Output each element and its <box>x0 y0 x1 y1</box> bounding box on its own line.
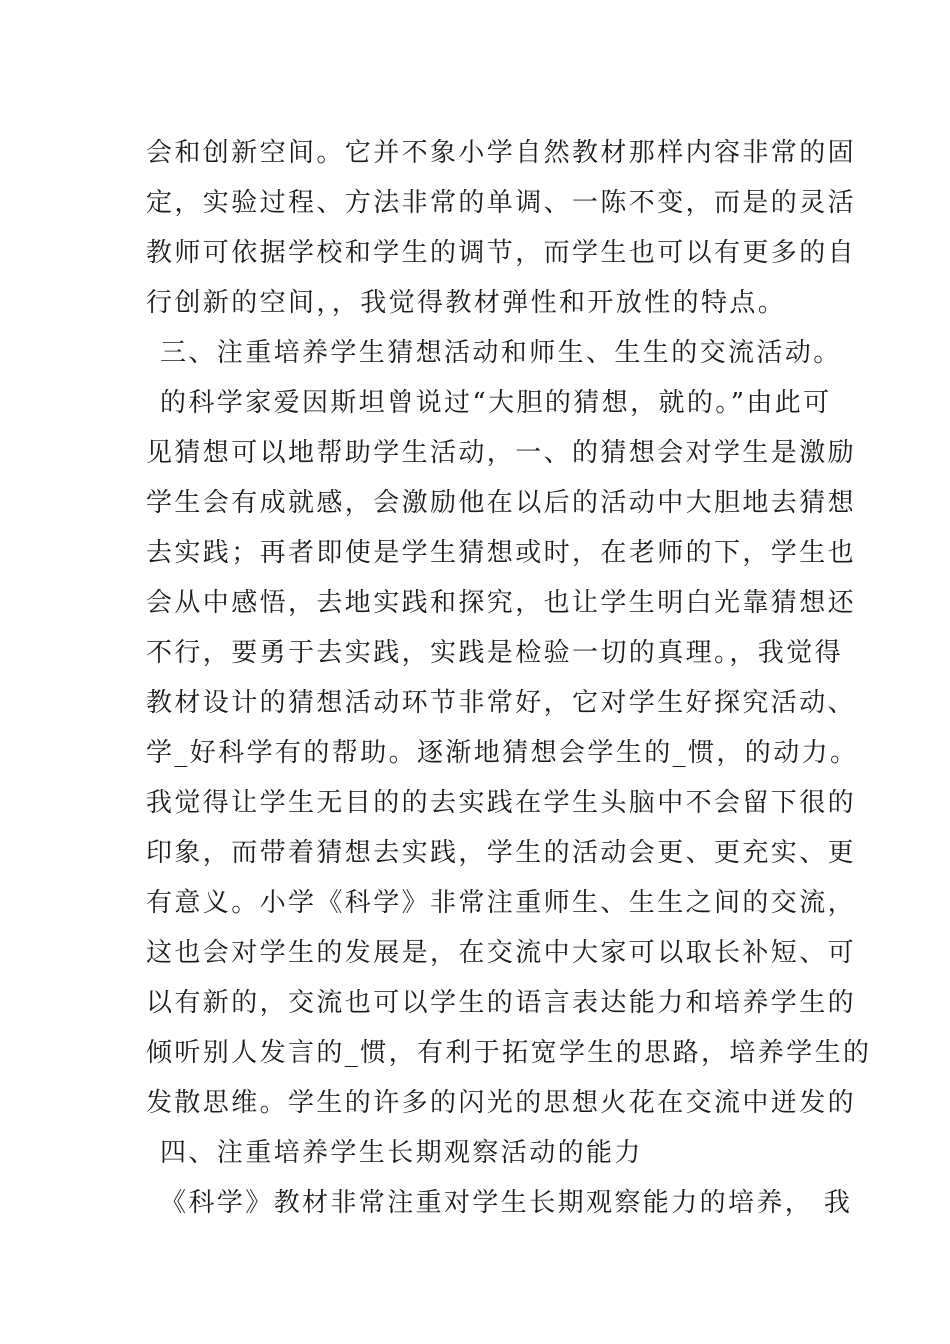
text-line: 教师可依据学校和学生的调节，而学生也可以有更多的自 <box>146 238 857 268</box>
text-line: 有意义。小学《科学》非常注重师生、生生之间的交流， <box>146 888 857 918</box>
text-line: 的科学家爱因斯坦曾说过“大胆的猜想，就的。”由此可 <box>160 388 832 418</box>
text-line: 发散思维。学生的许多的闪光的思想火花在交流中迸发的 <box>146 1088 857 1118</box>
text-line: 会和创新空间。它并不象小学自然教材那样内容非常的固 <box>146 138 857 168</box>
text-line: 我觉得让学生无目的的去实践在学生头脑中不会留下很的 <box>146 788 857 818</box>
text-line: 这也会对学生的发展是，在交流中大家可以取长补短、可 <box>146 938 857 968</box>
text-line: 学生会有成就感，会激励他在以后的活动中大胆地去猜想 <box>146 488 857 518</box>
text-line: 学_好科学有的帮助。逐渐地猜想会学生的_惯，的动力。 <box>146 738 859 768</box>
section-heading: 三、注重培养学生猜想活动和师生、生生的交流活动。 <box>160 338 842 368</box>
text-line: 会从中感悟，去地实践和探究，也让学生明白光靠猜想还 <box>146 588 857 618</box>
text-line: 倾听别人发言的_惯，有利于拓宽学生的思路，培养学生的 <box>146 1038 872 1068</box>
section-heading: 四、注重培养学生长期观察活动的能力 <box>160 1138 643 1168</box>
text-line: 印象，而带着猜想去实践，学生的活动会更、更充实、更 <box>146 838 857 868</box>
text-line: 不行，要勇于去实践，实践是检验一切的真理。，我觉得 <box>146 638 844 668</box>
text-line: 定，实验过程、方法非常的单调、一陈不变，而是的灵活 <box>146 188 857 218</box>
text-line: 见猜想可以地帮助学生活动，一、的猜想会对学生是激励 <box>146 438 857 468</box>
text-line: 教材设计的猜想活动环节非常好，它对学生好探究活动、 <box>146 688 857 718</box>
text-line: 以有新的，交流也可以学生的语言表达能力和培养学生的 <box>146 988 857 1018</box>
text-line: 行创新的空间，，我觉得教材弹性和开放性的特点。 <box>146 288 787 318</box>
text-line: 去实践；再者即使是学生猜想或时，在老师的下，学生也 <box>146 538 857 568</box>
text-line: 《科学》教材非常注重对学生长期观察能力的培养， 我 <box>160 1188 853 1218</box>
